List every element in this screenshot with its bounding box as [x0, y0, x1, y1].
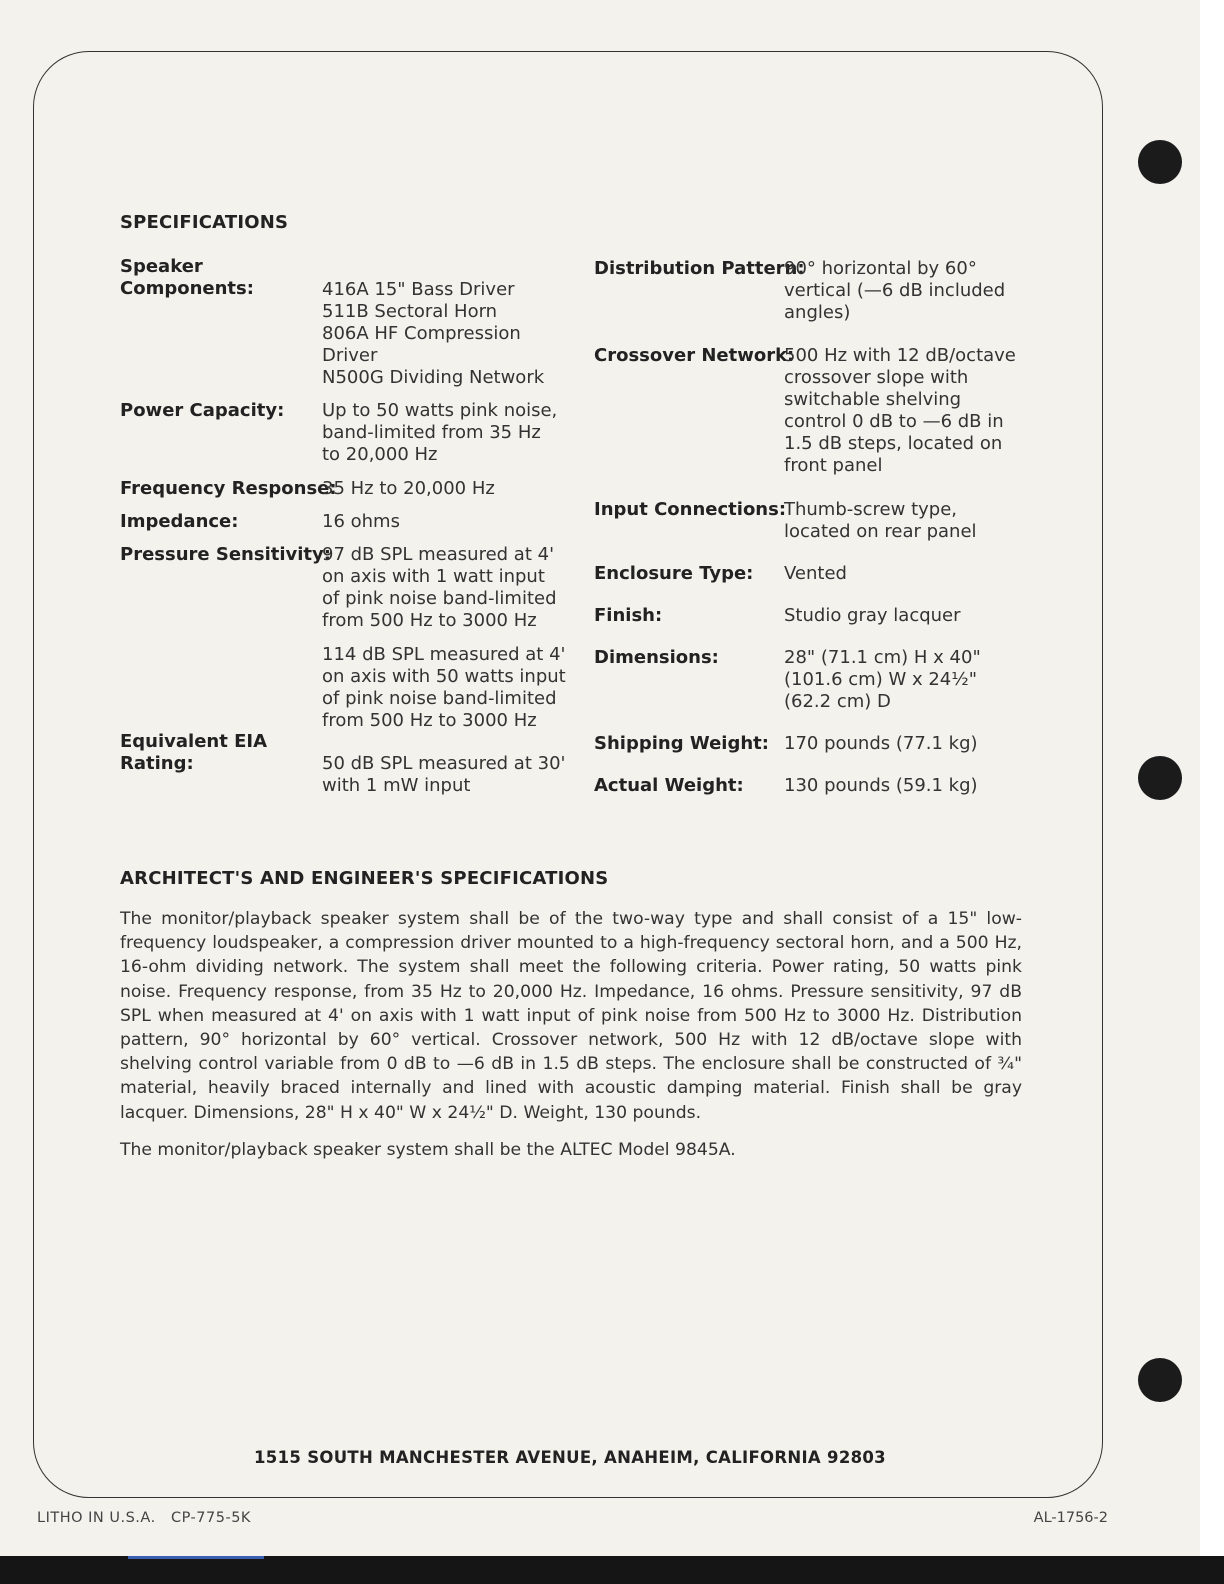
- spec-label-finish: Finish:: [594, 605, 663, 626]
- spec-label-pressure-sensitivity: Pressure Sensitivity:: [120, 544, 331, 565]
- spec-value-frequency-response: 35 Hz to 20,000 Hz: [322, 478, 495, 499]
- spec-value-crossover-network: 500 Hz with 12 dB/octave crossover slope with switchable shelving control 0 dB to —6 dB in 1.5 dB steps, located on front panel: [784, 345, 1016, 476]
- spec-value-pressure-sensitivity: 97 dB SPL measured at 4' on axis with 1 watt input of pink noise band-limited from 500 Hz to 3000 Hz: [322, 544, 557, 631]
- spec-label-distribution-pattern: Distribution Pattern:: [594, 258, 805, 279]
- spec-value-actual-weight: 130 pounds (59.1 kg): [784, 775, 978, 796]
- spec-label-power-capacity: Power Capacity:: [120, 400, 285, 421]
- spec-value-finish: Studio gray lacquer: [784, 605, 961, 626]
- spec-label-crossover-network: Crossover Network:: [594, 345, 795, 366]
- scan-blue-mark: [128, 1556, 264, 1559]
- spec-value-shipping-weight: 170 pounds (77.1 kg): [784, 733, 978, 754]
- architects-body: The monitor/playback speaker system shall be of the two-way type and shall consist of a 15" low-frequency loudspeaker, a compression driver mounted to a high-frequency sectoral horn, and a 500 Hz, 16-ohm dividing network. The system shall meet the following criteria. Power rating, 50 watts pink noise. Frequency response, from 35 Hz to 20,000 Hz. Impedance, 16 ohms. Pressure sensitivity, 97 dB SPL when measured at 4' on axis with 1 watt input of pink noise from 500 Hz to 3000 Hz. Distribution pattern, 90° horizontal by 60° vertical. Crossover network, 500 Hz with 12 dB/octave slope with shelving control variable from 0 dB to —6 dB in 1.5 dB steps. The enclosure shall be constructed of ¾" material, heavily braced internally and lined with acoustic damping material. Finish shall be gray lacquer. Dimensions, 28" H x 40" W x 24½" D. Weight, 130 pounds.: [120, 909, 1022, 1123]
- spec-value-enclosure-type: Vented: [784, 563, 847, 584]
- spec-label-frequency-response: Frequency Response:: [120, 478, 337, 499]
- footer-print-code: LITHO IN U.S.A. CP-775-5K: [37, 1510, 251, 1526]
- spec-label-dimensions: Dimensions:: [594, 647, 719, 668]
- spec-label-actual-weight: Actual Weight:: [594, 775, 744, 796]
- spec-value-pressure-sensitivity-50w: 114 dB SPL measured at 4' on axis with 50 watts input of pink noise band-limited from 500 Hz to 3000 Hz: [322, 644, 566, 731]
- spec-value-eia-rating: 50 dB SPL measured at 30' with 1 mW input: [322, 753, 566, 796]
- architects-final-statement: The monitor/playback speaker system shall be the ALTEC Model 9845A.: [120, 1140, 736, 1160]
- architects-heading: ARCHITECT'S AND ENGINEER'S SPECIFICATIONS: [120, 868, 609, 889]
- punch-hole-top: [1138, 140, 1182, 184]
- spec-value-distribution-pattern: 90° horizontal by 60° vertical (—6 dB included angles): [784, 258, 1006, 323]
- spec-value-power-capacity: Up to 50 watts pink noise, band-limited from 35 Hz to 20,000 Hz: [322, 400, 558, 465]
- punch-hole-middle: [1138, 756, 1182, 800]
- footer-document-number: AL-1756-2: [1033, 1510, 1108, 1526]
- spec-value-input-connections: Thumb-screw type, located on rear panel: [784, 499, 977, 542]
- spec-label-speaker-components: Speaker Components:: [120, 256, 254, 299]
- scan-edge: [1200, 0, 1224, 1584]
- spec-value-dimensions: 28" (71.1 cm) H x 40" (101.6 cm) W x 24½" (62.2 cm) D: [784, 647, 981, 712]
- punch-hole-bottom: [1138, 1358, 1182, 1402]
- spec-label-enclosure-type: Enclosure Type:: [594, 563, 754, 584]
- spec-label-impedance: Impedance:: [120, 511, 239, 532]
- spec-label-input-connections: Input Connections:: [594, 499, 787, 520]
- scan-bottom-edge: [0, 1556, 1224, 1584]
- spec-value-impedance: 16 ohms: [322, 511, 400, 532]
- spec-label-shipping-weight: Shipping Weight:: [594, 733, 769, 754]
- company-address: 1515 SOUTH MANCHESTER AVENUE, ANAHEIM, CALIFORNIA 92803: [254, 1448, 886, 1467]
- specifications-heading: SPECIFICATIONS: [120, 212, 289, 233]
- spec-label-eia-rating: Equivalent EIA Rating:: [120, 731, 268, 774]
- spec-value-speaker-components: 416A 15" Bass Driver 511B Sectoral Horn 806A HF Compression Driver N500G Dividing Network: [322, 279, 545, 388]
